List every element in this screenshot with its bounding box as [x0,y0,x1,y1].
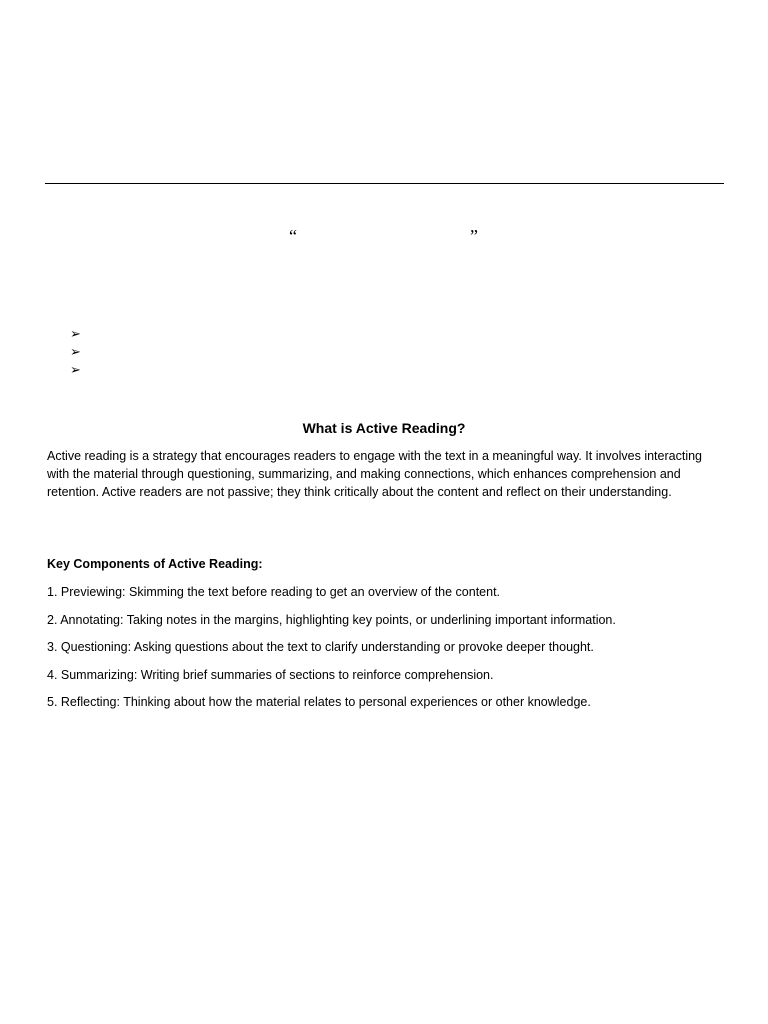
arrow-bullet-icon: ➢ [70,326,81,341]
components-heading: Key Components of Active Reading: [47,557,263,571]
list-item: 4. Summarizing: Writing brief summaries of sections to reinforce comprehension. [47,667,494,682]
list-item [70,361,82,379]
list-item: 5. Reflecting: Thinking about how the material relates to personal experiences or other knowledge. [47,695,591,709]
section-heading: What is Active Reading? [302,420,466,436]
arrow-bullet-list [70,325,82,379]
list-item: 2. Annotating: Taking notes in the margins, highlighting key points, or underlining important information. [47,612,616,627]
components-list [47,583,737,721]
arrow-bullet-icon: ➢ [70,344,81,359]
list-item: 1. Previewing: Skimming the text before reading to get an overview of the content. [47,585,501,599]
list-item [70,343,82,361]
close-quote-mark: ” [470,226,478,246]
list-item: 3. Questioning: Asking questions about the text to clarify understanding or provoke deeper thought. [47,640,594,654]
intro-paragraph: Active reading is a strategy that encourages readers to engage with the text in a meaningful way. It involves interacting with the material through questioning, summarizing, and making connections, which enhances comprehension and retention. Active readers are not passive; they think critically about the content and reflect on their understanding. [47,449,702,499]
arrow-bullet-icon: ➢ [70,362,81,377]
list-item [70,325,82,343]
open-quote-mark: “ [289,226,297,246]
horizontal-rule [45,183,724,184]
